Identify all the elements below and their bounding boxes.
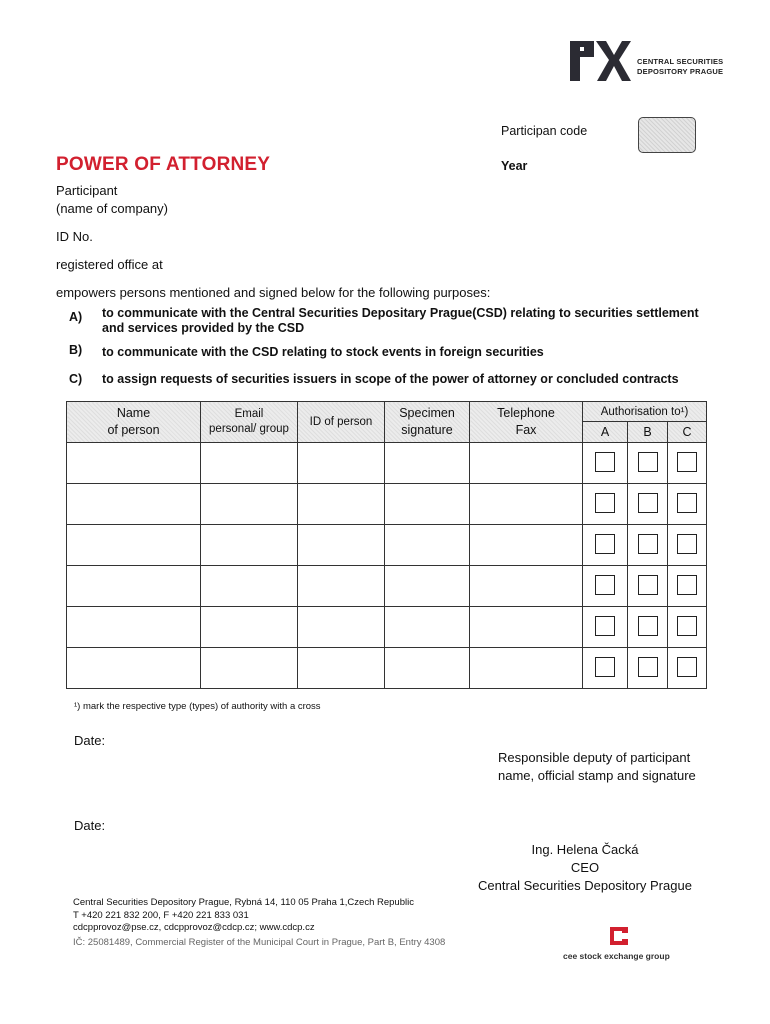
table-row xyxy=(67,525,707,566)
deputy-line1: Responsible deputy of participant xyxy=(498,750,691,765)
cell-telephone[interactable] xyxy=(470,484,583,525)
checkbox-c[interactable] xyxy=(677,493,697,513)
cell-auth-a xyxy=(583,607,628,648)
col-header-c: C xyxy=(668,422,707,443)
checkbox-a[interactable] xyxy=(595,493,615,513)
purpose-a-line1: to communicate with the Central Securities Depositary Prague(CSD) relating to securities settlement xyxy=(102,306,699,320)
cell-name[interactable] xyxy=(67,525,201,566)
col-header-email-1: Email xyxy=(234,408,264,420)
purposes-intro: empowers persons mentioned and signed below for the following purposes: xyxy=(56,285,491,300)
cell-name[interactable] xyxy=(67,566,201,607)
participant-label xyxy=(56,182,168,218)
cell-auth-a xyxy=(583,443,628,484)
cell-id[interactable] xyxy=(298,566,385,607)
col-header-id: ID of person xyxy=(298,402,385,443)
col-header-a: A xyxy=(583,422,628,443)
cell-auth-c xyxy=(668,648,707,689)
cell-auth-b xyxy=(628,607,668,648)
footer-line2: T +420 221 832 200, F +420 221 833 031 xyxy=(73,909,249,921)
footer-line1: Central Securities Depository Prague, Rybná 14, 110 05 Praha 1,Czech Republic xyxy=(73,897,414,908)
cell-auth-a xyxy=(583,648,628,689)
checkbox-c[interactable] xyxy=(677,452,697,472)
footer-address xyxy=(73,897,445,949)
purpose-b-text: to communicate with the CSD relating to stock events in foreign securities xyxy=(102,345,544,359)
cell-auth-c xyxy=(668,566,707,607)
csd-logo-mark xyxy=(568,37,632,88)
ceo-block xyxy=(460,841,710,895)
participant-label-line2: (name of company) xyxy=(56,201,168,216)
checkbox-c[interactable] xyxy=(677,575,697,595)
cee-group-logo-text: cee stock exchange group xyxy=(563,951,670,961)
purpose-c-key: C) xyxy=(69,372,83,386)
cell-telephone[interactable] xyxy=(470,607,583,648)
col-header-name-1: Name xyxy=(116,406,151,420)
cell-email[interactable] xyxy=(201,607,298,648)
cell-telephone[interactable] xyxy=(470,443,583,484)
cell-specimen[interactable] xyxy=(385,566,470,607)
cell-email[interactable] xyxy=(201,443,298,484)
checkbox-b[interactable] xyxy=(638,575,658,595)
date-label-1: Date: xyxy=(74,733,106,748)
footer-line3: cdcpprovoz@pse.cz, cdcpprovoz@cdcp.cz; www.cdcp.cz xyxy=(73,922,315,933)
col-header-specimen-1: Specimen xyxy=(399,406,455,420)
cell-auth-b xyxy=(628,484,668,525)
cell-telephone[interactable] xyxy=(470,566,583,607)
cell-specimen[interactable] xyxy=(385,648,470,689)
checkbox-a[interactable] xyxy=(595,452,615,472)
ceo-name: Ing. Helena Čacká xyxy=(531,842,639,857)
id-label: ID No. xyxy=(56,229,93,244)
cell-auth-a xyxy=(583,484,628,525)
cell-auth-b xyxy=(628,566,668,607)
cell-id[interactable] xyxy=(298,648,385,689)
cell-specimen[interactable] xyxy=(385,484,470,525)
checkbox-b[interactable] xyxy=(638,534,658,554)
cell-email[interactable] xyxy=(201,566,298,607)
cell-name[interactable] xyxy=(67,484,201,525)
purpose-a-key: A) xyxy=(69,310,83,324)
purpose-c-text: to assign requests of securities issuers in scope of the power of attorney or concluded contracts xyxy=(102,372,679,386)
col-header-email-2: personal/ group xyxy=(209,423,289,435)
col-header-telephone-1: Telephone xyxy=(497,406,555,420)
ceo-title: CEO xyxy=(570,860,600,875)
cell-id[interactable] xyxy=(298,484,385,525)
cell-email[interactable] xyxy=(201,648,298,689)
cell-name[interactable] xyxy=(67,648,201,689)
cell-auth-a xyxy=(583,566,628,607)
col-header-email xyxy=(201,402,298,443)
table-row xyxy=(67,484,707,525)
cell-specimen[interactable] xyxy=(385,525,470,566)
table-row xyxy=(67,443,707,484)
checkbox-c[interactable] xyxy=(677,616,697,636)
cell-auth-a xyxy=(583,525,628,566)
cell-auth-b xyxy=(628,443,668,484)
checkbox-a[interactable] xyxy=(595,657,615,677)
table-row xyxy=(67,566,707,607)
checkbox-a[interactable] xyxy=(595,616,615,636)
cell-auth-b xyxy=(628,648,668,689)
cell-name[interactable] xyxy=(67,443,201,484)
checkbox-b[interactable] xyxy=(638,452,658,472)
col-header-name xyxy=(67,402,201,443)
table-row xyxy=(67,648,707,689)
cell-id[interactable] xyxy=(298,607,385,648)
logo-line-1: CENTRAL SECURITIES xyxy=(637,57,724,66)
cell-auth-c xyxy=(668,525,707,566)
cell-auth-c xyxy=(668,443,707,484)
checkbox-a[interactable] xyxy=(595,534,615,554)
purpose-b-key: B) xyxy=(69,343,83,357)
checkbox-b[interactable] xyxy=(638,616,658,636)
footnote: ¹) mark the respective type (types) of authority with a cross xyxy=(74,701,321,712)
date-label-2: Date: xyxy=(74,818,106,833)
cell-id[interactable] xyxy=(298,525,385,566)
col-header-authorisation: Authorisation to¹) xyxy=(583,402,707,422)
purpose-a-line2: and services provided by the CSD xyxy=(102,321,305,335)
purpose-a-text xyxy=(102,306,742,336)
csd-logo-text xyxy=(637,57,723,77)
cell-auth-b xyxy=(628,525,668,566)
registered-office-label: registered office at xyxy=(56,257,163,272)
page-title: POWER OF ATTORNEY xyxy=(56,154,271,175)
cell-email[interactable] xyxy=(201,484,298,525)
cell-telephone[interactable] xyxy=(470,525,583,566)
deputy-line2: name, official stamp and signature xyxy=(498,768,696,783)
checkbox-b[interactable] xyxy=(638,657,658,677)
col-header-specimen xyxy=(385,402,470,443)
footer-line4: IČ: 25081489, Commercial Register of the Municipal Court in Prague, Part B, Entry 4308 xyxy=(73,936,446,948)
col-header-name-2: of person xyxy=(107,423,160,437)
checkbox-a[interactable] xyxy=(595,575,615,595)
col-header-telephone xyxy=(470,402,583,443)
cell-specimen[interactable] xyxy=(385,443,470,484)
cell-id[interactable] xyxy=(298,443,385,484)
logo-line-2: DEPOSITORY PRAGUE xyxy=(637,67,724,76)
col-header-telephone-2: Fax xyxy=(515,423,537,437)
participant-label-line1: Participant xyxy=(56,183,118,198)
persons-table xyxy=(66,401,707,689)
participant-code-field[interactable] xyxy=(638,117,696,153)
ceo-org: Central Securities Depository Prague xyxy=(478,878,692,893)
px-logo-icon xyxy=(568,37,632,83)
col-header-specimen-2: signature xyxy=(401,423,453,437)
cell-specimen[interactable] xyxy=(385,607,470,648)
cell-auth-c xyxy=(668,607,707,648)
table-row xyxy=(67,607,707,648)
checkbox-c[interactable] xyxy=(677,534,697,554)
checkbox-c[interactable] xyxy=(677,657,697,677)
cell-telephone[interactable] xyxy=(470,648,583,689)
checkbox-b[interactable] xyxy=(638,493,658,513)
table-header-row xyxy=(67,402,707,422)
cell-email[interactable] xyxy=(201,525,298,566)
deputy-label xyxy=(498,749,696,785)
year-label: Year xyxy=(501,159,528,173)
cell-name[interactable] xyxy=(67,607,201,648)
cee-group-logo-icon xyxy=(608,925,630,952)
participant-code-label: Participan code xyxy=(501,124,588,138)
col-header-b: B xyxy=(628,422,668,443)
cell-auth-c xyxy=(668,484,707,525)
